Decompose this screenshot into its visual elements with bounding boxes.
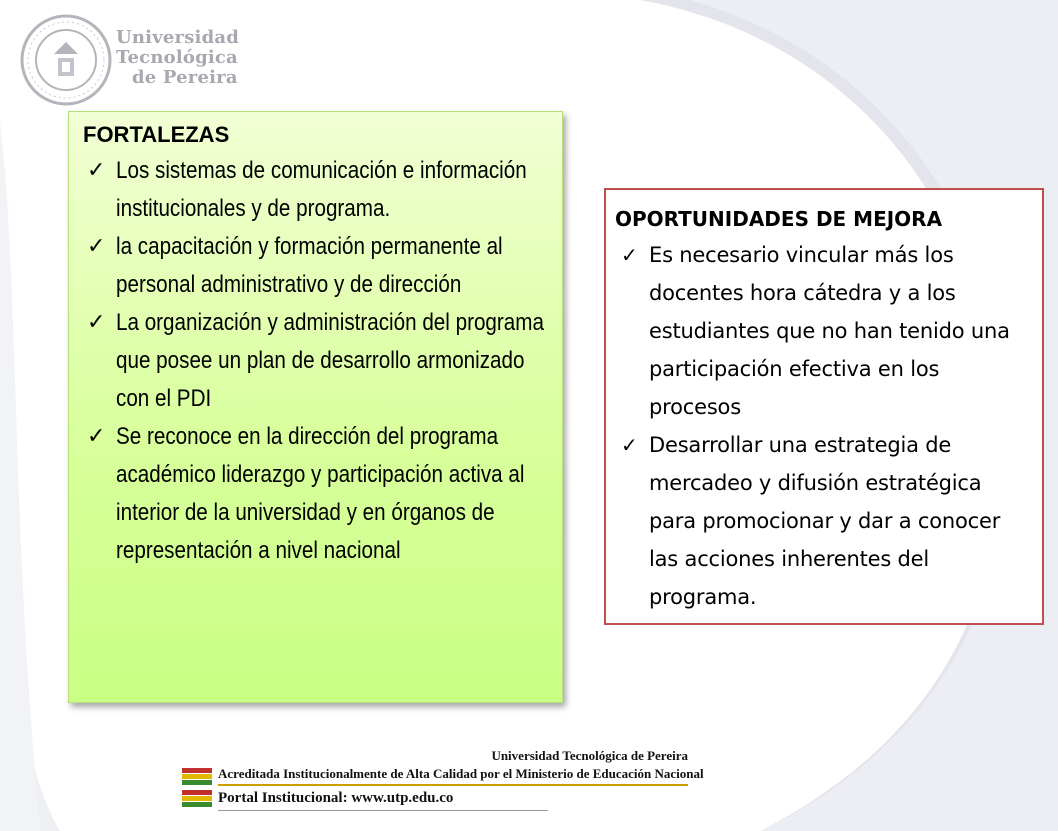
oportunidades-list: [615, 236, 1032, 616]
logo-line-2: Tecnológica: [116, 47, 238, 68]
fortalezas-item: [83, 228, 552, 304]
fortalezas-item: [83, 418, 552, 570]
footer: [182, 748, 702, 808]
footer-bar-yellow: [182, 796, 212, 801]
footer-accreditation: Acreditada Institucionalmente de Alta Calidad por el Ministerio de Educación Nacional: [218, 766, 688, 786]
footer-portal: Portal Institucional: www.utp.edu.co: [218, 790, 454, 806]
oportunidades-title: OPORTUNIDADES DE MEJORA: [615, 207, 943, 231]
utp-logo: [20, 14, 240, 106]
checkmark-icon: ✓: [621, 243, 638, 267]
logo-line-3: de Pereira: [132, 67, 238, 88]
logo-line-1: Universidad: [116, 27, 240, 48]
fortalezas-title: FORTALEZAS: [83, 122, 230, 147]
checkmark-icon: ✓: [87, 158, 106, 183]
oportunidades-box: [604, 188, 1044, 625]
oportunidades-item: [615, 426, 1032, 616]
oportunidades-item-text: Es necesario vincular más los docentes hora cátedra y a los estudiantes que no han tenido una participación efectiva en los procesos: [649, 243, 1010, 419]
footer-bar-green: [182, 780, 212, 785]
footer-university-name: Universidad Tecnológica de Pereira: [491, 748, 688, 763]
checkmark-icon: ✓: [621, 433, 638, 457]
university-seal-icon: [20, 14, 112, 106]
checkmark-icon: ✓: [87, 424, 106, 449]
checkmark-icon: ✓: [87, 310, 106, 335]
footer-divider: [218, 810, 548, 811]
footer-bar-green: [182, 802, 212, 807]
logo-wordmark: [116, 27, 240, 88]
fortalezas-box: [68, 111, 563, 703]
footer-bar-red: [182, 768, 212, 773]
oportunidades-item: [615, 236, 1032, 426]
oportunidades-item-text: Desarrollar una estrategia de mercadeo y difusión estratégica para promocionar y dar a conocer las acciones inherentes del programa.: [649, 433, 1001, 609]
footer-bar-yellow: [182, 774, 212, 779]
checkmark-icon: ✓: [87, 234, 106, 259]
fortalezas-item-text: La organización y administración del programa que posee un plan de desarrollo armonizado con el PDI: [116, 309, 544, 412]
footer-bar-red: [182, 790, 212, 795]
fortalezas-item: [83, 304, 552, 418]
fortalezas-item-text: Los sistemas de comunicación e información institucionales y de programa.: [116, 157, 527, 222]
fortalezas-list: [83, 152, 552, 570]
fortalezas-item-text: Se reconoce en la dirección del programa académico liderazgo y participación activa al interior de la universidad y en órganos de representación a nivel nacional: [116, 423, 525, 564]
fortalezas-item-text: la capacitación y formación permanente al personal administrativo y de dirección: [116, 233, 503, 298]
fortalezas-item: [83, 152, 552, 228]
